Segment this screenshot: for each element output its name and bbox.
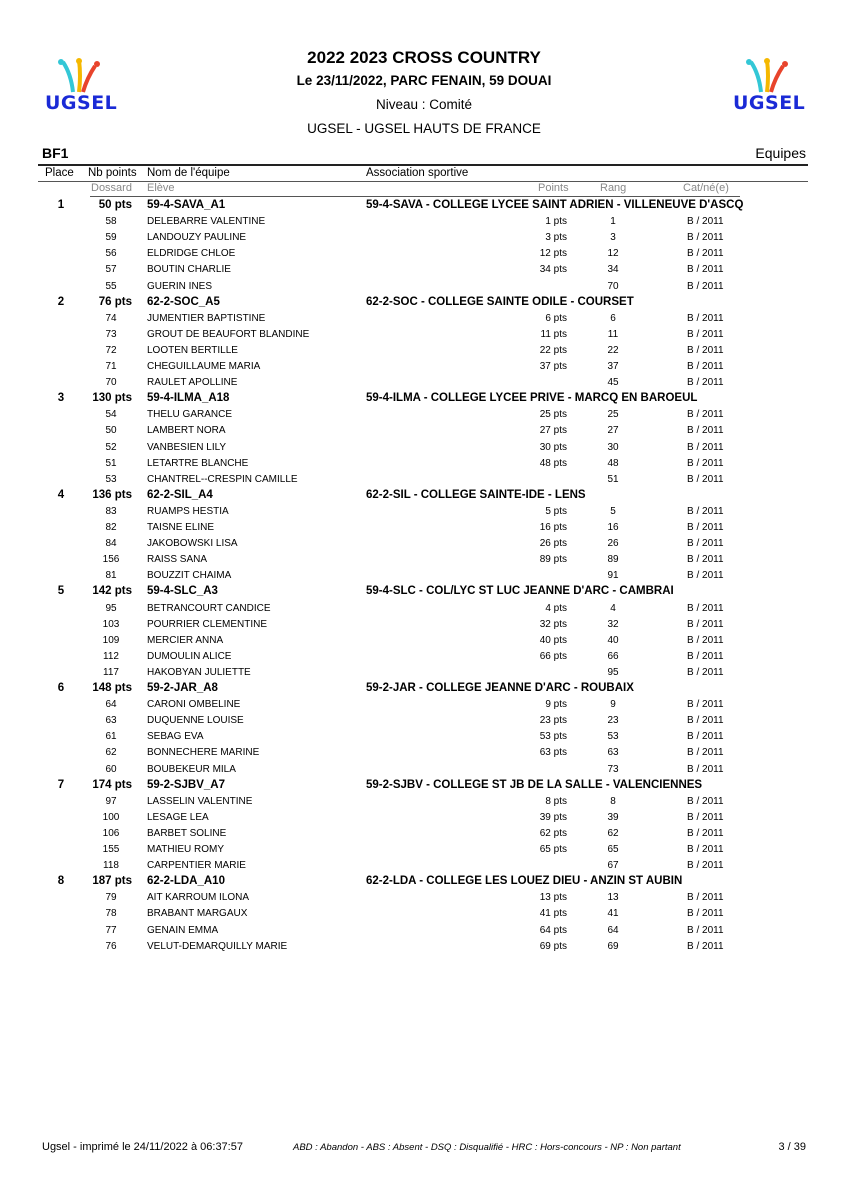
member-category: B / 2011 <box>687 811 724 823</box>
member-name: CARPENTIER MARIE <box>147 860 246 872</box>
member-name: DELEBARRE VALENTINE <box>147 216 266 228</box>
member-category: B / 2011 <box>687 344 724 356</box>
member-category: B / 2011 <box>687 763 724 775</box>
member-points: 23 pts <box>539 715 567 727</box>
member-rank: 37 <box>607 361 619 372</box>
member-category: B / 2011 <box>687 248 724 260</box>
member-category: B / 2011 <box>687 827 724 839</box>
member-points: 40 pts <box>539 634 567 646</box>
member-bib: 117 <box>103 666 119 678</box>
member-category: B / 2011 <box>687 377 724 389</box>
member-name: CARONI OMBELINE <box>147 699 241 711</box>
member-points: 8 pts <box>545 795 567 807</box>
team-association: 59-2-SJBV - COLLEGE ST JB DE LA SALLE - VALENCIENNES <box>366 778 703 791</box>
member-category: B / 2011 <box>687 328 724 340</box>
member-rank: 66 <box>607 650 619 662</box>
member-row <box>0 762 848 778</box>
member-category: B / 2011 <box>687 554 724 566</box>
member-rank: 1 <box>610 216 616 228</box>
member-category: B / 2011 <box>687 505 724 517</box>
member-bib: 57 <box>105 264 117 276</box>
member-bib: 58 <box>105 216 117 228</box>
member-rank: 6 <box>610 312 616 324</box>
member-bib: 77 <box>105 924 117 936</box>
member-category: B / 2011 <box>687 361 724 372</box>
member-bib: 156 <box>102 554 120 566</box>
member-row <box>0 375 848 391</box>
member-category: B / 2011 <box>687 312 724 324</box>
member-bib: 56 <box>105 248 117 260</box>
member-name: GENAIN EMMA <box>147 924 219 936</box>
member-points: 41 pts <box>539 908 567 920</box>
member-name: LANDOUZY PAULINE <box>147 232 247 244</box>
organizer: UGSEL - UGSEL HAUTS DE FRANCE <box>307 121 541 136</box>
member-rank: 12 <box>607 248 619 260</box>
member-name: THELU GARANCE <box>147 409 233 421</box>
member-row <box>0 311 848 327</box>
member-bib: 74 <box>105 312 117 324</box>
member-points: 13 pts <box>539 892 567 904</box>
team-row <box>0 198 848 214</box>
member-rank: 53 <box>607 731 619 743</box>
member-bib: 76 <box>105 940 117 952</box>
member-bib: 52 <box>105 441 117 453</box>
member-name: GROUT DE BEAUFORT BLANDINE <box>147 328 310 340</box>
member-category: B / 2011 <box>687 425 724 437</box>
member-category: B / 2011 <box>687 457 724 469</box>
member-points: 16 pts <box>539 522 567 533</box>
member-row <box>0 262 848 278</box>
subcol-cat: Cat/né(e) <box>683 182 729 194</box>
member-bib: 83 <box>105 505 117 517</box>
member-bib: 54 <box>105 409 117 421</box>
member-points: 48 pts <box>539 457 567 469</box>
member-bib: 51 <box>105 457 117 469</box>
member-points: 39 pts <box>539 811 567 823</box>
member-name: BONNECHERE MARINE <box>147 747 260 759</box>
member-points: 5 pts <box>545 505 567 517</box>
team-name: 62-2-LDA_A10 <box>147 875 225 888</box>
member-name: LASSELIN VALENTINE <box>147 795 253 807</box>
member-name: LOOTEN BERTILLE <box>147 344 238 356</box>
member-points: 66 pts <box>539 650 567 662</box>
member-row <box>0 536 848 552</box>
ranking-kind: Equipes <box>755 145 806 161</box>
member-rank: 39 <box>607 811 619 823</box>
team-association: 62-2-LDA - COLLEGE LES LOUEZ DIEU - ANZIN ST AUBIN <box>366 875 683 888</box>
member-points: 63 pts <box>539 747 567 759</box>
member-rank: 22 <box>607 344 619 356</box>
team-points: 130 pts <box>92 392 132 405</box>
team-row <box>0 488 848 504</box>
col-team: Nom de l'équipe <box>147 167 230 179</box>
member-bib: 70 <box>105 377 117 389</box>
member-bib: 109 <box>102 634 120 646</box>
subcol-rank: Rang <box>600 182 627 194</box>
member-bib: 100 <box>102 811 120 823</box>
member-row <box>0 246 848 262</box>
team-place: 8 <box>57 875 65 888</box>
member-category: B / 2011 <box>687 618 724 630</box>
member-points: 53 pts <box>539 731 567 743</box>
team-points: 136 pts <box>92 488 132 501</box>
member-row <box>0 520 848 536</box>
member-rank: 8 <box>610 795 616 807</box>
team-place: 5 <box>57 585 65 598</box>
print-info: Ugsel - imprimé le 24/11/2022 à 06:37:57 <box>42 1141 243 1153</box>
member-name: AIT KARROUM ILONA <box>147 892 250 904</box>
member-bib: 79 <box>105 892 117 904</box>
member-rank: 62 <box>607 827 619 839</box>
member-rank: 13 <box>607 892 619 904</box>
member-name: TAISNE ELINE <box>147 522 215 533</box>
member-category: B / 2011 <box>687 699 724 711</box>
page-title: 2022 2023 CROSS COUNTRY <box>307 48 541 67</box>
member-points: 65 pts <box>539 844 567 855</box>
member-points: 64 pts <box>539 924 567 936</box>
member-row <box>0 826 848 842</box>
divider <box>38 164 808 166</box>
member-category: B / 2011 <box>687 216 724 228</box>
member-rank: 69 <box>607 940 619 952</box>
member-bib: 64 <box>105 699 117 711</box>
member-rank: 65 <box>607 844 619 855</box>
member-name: BOUTIN CHARLIE <box>147 264 231 276</box>
member-points: 89 pts <box>539 554 567 566</box>
member-points: 22 pts <box>539 344 567 356</box>
member-name: BOUBEKEUR MILA <box>147 763 236 775</box>
member-row <box>0 633 848 649</box>
col-place: Place <box>45 167 74 179</box>
member-name: POURRIER CLEMENTINE <box>147 618 268 630</box>
member-name: VELUT-DEMARQUILLY MARIE <box>147 940 288 952</box>
member-rank: 45 <box>607 377 619 389</box>
member-bib: 59 <box>105 232 117 244</box>
member-rank: 89 <box>607 554 619 566</box>
member-bib: 55 <box>105 280 117 292</box>
member-bib: 62 <box>105 747 117 759</box>
team-association: 59-4-SAVA - COLLEGE LYCEE SAINT ADRIEN - VILLENEUVE D'ASCQ <box>366 199 744 211</box>
member-name: DUQUENNE LOUISE <box>147 715 244 727</box>
member-category: B / 2011 <box>687 522 724 533</box>
member-name: LETARTRE BLANCHE <box>147 457 249 469</box>
member-category: B / 2011 <box>687 538 724 550</box>
member-row <box>0 810 848 826</box>
member-row <box>0 858 848 874</box>
member-name: SEBAG EVA <box>147 731 204 743</box>
member-name: RAULET APOLLINE <box>147 377 238 389</box>
member-rank: 91 <box>607 570 619 582</box>
member-category: B / 2011 <box>687 441 724 453</box>
member-bib: 97 <box>105 795 117 807</box>
team-association: 59-4-ILMA - COLLEGE LYCEE PRIVE - MARCQ EN BAROEUL <box>366 392 698 405</box>
member-rank: 73 <box>607 763 619 775</box>
level: Niveau : Comité <box>375 97 473 112</box>
member-row <box>0 906 848 922</box>
member-category: B / 2011 <box>687 280 724 292</box>
member-points: 25 pts <box>539 409 567 421</box>
member-name: JUMENTIER BAPTISTINE <box>147 312 266 324</box>
divider <box>90 196 740 197</box>
member-points: 30 pts <box>539 441 567 453</box>
member-name: LAMBERT NORA <box>147 425 226 437</box>
member-points: 6 pts <box>545 312 567 324</box>
member-rank: 26 <box>607 538 619 550</box>
category-code: BF1 <box>42 145 69 161</box>
member-points: 11 pts <box>540 328 567 340</box>
team-name: 59-4-ILMA_A18 <box>147 392 230 405</box>
member-bib: 53 <box>105 473 117 485</box>
team-points: 142 pts <box>92 585 132 598</box>
member-row <box>0 327 848 343</box>
member-bib: 82 <box>105 522 117 533</box>
member-category: B / 2011 <box>687 860 724 872</box>
member-category: B / 2011 <box>687 409 724 421</box>
member-category: B / 2011 <box>687 634 724 646</box>
member-bib: 73 <box>105 328 117 340</box>
member-category: B / 2011 <box>687 844 724 855</box>
member-row <box>0 617 848 633</box>
member-bib: 63 <box>105 715 117 727</box>
member-row <box>0 794 848 810</box>
member-name: CHANTREL--CRESPIN CAMILLE <box>147 473 298 485</box>
member-category: B / 2011 <box>687 731 724 743</box>
member-name: GUERIN INES <box>147 280 213 292</box>
team-name: 62-2-SOC_A5 <box>147 295 220 308</box>
member-bib: 155 <box>102 844 120 855</box>
member-row <box>0 665 848 681</box>
col-points: Nb points <box>88 167 137 179</box>
member-points: 62 pts <box>539 827 567 839</box>
member-rank: 3 <box>610 232 616 244</box>
member-rank: 32 <box>607 618 619 630</box>
member-row <box>0 649 848 665</box>
abbreviation-legend: ABD : Abandon - ABS : Absent - DSQ : Disqualifié - HRC : Hors-concours - NP : Non partant <box>293 1142 681 1153</box>
member-row <box>0 230 848 246</box>
member-rank: 27 <box>607 425 619 437</box>
member-bib: 106 <box>102 827 120 839</box>
member-rank: 41 <box>607 908 619 920</box>
team-association: 59-2-JAR - COLLEGE JEANNE D'ARC - ROUBAIX <box>366 682 634 694</box>
member-name: BARBET SOLINE <box>147 827 227 839</box>
member-bib: 112 <box>103 650 119 662</box>
member-rank: 4 <box>610 602 616 614</box>
subcol-bib: Dossard <box>91 182 132 194</box>
team-row <box>0 584 848 600</box>
member-category: B / 2011 <box>687 908 724 920</box>
member-rank: 64 <box>607 924 619 936</box>
member-rank: 23 <box>607 715 619 727</box>
member-name: MATHIEU ROMY <box>147 844 225 855</box>
member-name: HAKOBYAN JULIETTE <box>147 666 251 678</box>
member-name: ELDRIDGE CHLOE <box>147 248 236 260</box>
member-name: BOUZZIT CHAIMA <box>147 570 232 582</box>
team-name: 62-2-SIL_A4 <box>147 488 213 501</box>
member-bib: 84 <box>105 538 117 550</box>
team-row <box>0 295 848 311</box>
member-category: B / 2011 <box>687 666 724 678</box>
col-association: Association sportive <box>366 167 469 179</box>
member-category: B / 2011 <box>687 473 724 485</box>
team-points: 76 pts <box>98 295 132 308</box>
member-category: B / 2011 <box>687 747 724 759</box>
member-name: CHEGUILLAUME MARIA <box>147 361 261 372</box>
team-points: 187 pts <box>92 875 132 888</box>
member-row <box>0 456 848 472</box>
member-row <box>0 601 848 617</box>
member-category: B / 2011 <box>687 715 724 727</box>
member-row <box>0 729 848 745</box>
member-bib: 81 <box>105 570 117 582</box>
team-points: 148 pts <box>92 682 132 694</box>
member-bib: 72 <box>105 344 117 356</box>
member-rank: 51 <box>607 473 619 485</box>
team-points: 50 pts <box>98 199 132 211</box>
member-bib: 71 <box>105 361 117 372</box>
member-row <box>0 923 848 939</box>
member-rank: 16 <box>607 522 619 533</box>
member-points: 9 pts <box>545 699 567 711</box>
member-points: 12 pts <box>539 248 567 260</box>
member-name: LESAGE LEA <box>147 811 209 823</box>
member-category: B / 2011 <box>687 232 724 244</box>
member-row <box>0 407 848 423</box>
team-place: 4 <box>57 488 65 501</box>
member-row <box>0 890 848 906</box>
member-name: RAISS SANA <box>147 554 208 566</box>
logo-text: UGSEL <box>45 92 118 114</box>
member-rank: 63 <box>607 747 619 759</box>
member-name: DUMOULIN ALICE <box>147 650 232 662</box>
member-row <box>0 842 848 858</box>
subcol-points: Points <box>538 182 569 194</box>
team-place: 1 <box>57 199 65 211</box>
member-category: B / 2011 <box>687 570 724 582</box>
team-name: 59-4-SLC_A3 <box>147 585 218 598</box>
team-place: 7 <box>57 778 65 791</box>
team-place: 6 <box>57 682 65 694</box>
member-row <box>0 939 848 955</box>
member-name: BRABANT MARGAUX <box>147 908 248 920</box>
member-bib: 60 <box>105 763 117 775</box>
member-bib: 103 <box>102 618 120 630</box>
member-row <box>0 552 848 568</box>
member-row <box>0 745 848 761</box>
member-points: 32 pts <box>539 618 567 630</box>
member-rank: 95 <box>607 666 619 678</box>
member-row <box>0 568 848 584</box>
team-row <box>0 391 848 407</box>
event-date-location: Le 23/11/2022, PARC FENAIN, 59 DOUAI <box>296 73 552 88</box>
member-row <box>0 423 848 439</box>
team-points: 174 pts <box>92 778 132 791</box>
member-rank: 40 <box>607 634 619 646</box>
member-rank: 70 <box>607 280 619 292</box>
team-row <box>0 874 848 890</box>
member-points: 3 pts <box>545 232 567 244</box>
member-category: B / 2011 <box>687 650 724 662</box>
member-name: MERCIER ANNA <box>147 634 224 646</box>
member-category: B / 2011 <box>687 940 724 952</box>
member-points: 34 pts <box>539 264 567 276</box>
member-bib: 61 <box>105 731 117 743</box>
team-association: 62-2-SOC - COLLEGE SAINTE ODILE - COURSET <box>366 295 634 308</box>
member-row <box>0 504 848 520</box>
member-rank: 30 <box>607 441 619 453</box>
member-row <box>0 440 848 456</box>
member-name: RUAMPS HESTIA <box>147 505 229 517</box>
member-points: 4 pts <box>545 602 567 614</box>
member-category: B / 2011 <box>687 602 724 614</box>
member-category: B / 2011 <box>687 924 724 936</box>
member-rank: 34 <box>607 264 619 276</box>
team-row <box>0 681 848 697</box>
member-category: B / 2011 <box>687 795 724 807</box>
team-place: 2 <box>57 295 65 308</box>
member-points: 69 pts <box>539 940 567 952</box>
member-points: 37 pts <box>539 361 567 372</box>
member-row <box>0 359 848 375</box>
member-points: 26 pts <box>539 538 567 550</box>
team-place: 3 <box>57 392 65 405</box>
member-row <box>0 472 848 488</box>
team-name: 59-4-SAVA_A1 <box>147 199 226 211</box>
member-rank: 67 <box>607 860 619 872</box>
logo-text: UGSEL <box>733 92 806 114</box>
member-row <box>0 343 848 359</box>
member-row <box>0 713 848 729</box>
member-rank: 5 <box>610 505 616 517</box>
member-bib: 118 <box>103 860 119 872</box>
member-rank: 25 <box>607 409 619 421</box>
member-row <box>0 697 848 713</box>
page-number: 3 / 39 <box>778 1141 806 1153</box>
member-name: BETRANCOURT CANDICE <box>147 602 271 614</box>
member-rank: 9 <box>610 699 616 711</box>
member-bib: 50 <box>105 425 117 437</box>
subcol-student: Elève <box>147 182 175 194</box>
member-points: 27 pts <box>539 425 567 437</box>
team-name: 59-2-SJBV_A7 <box>147 778 225 791</box>
member-rank: 11 <box>607 328 619 340</box>
member-row <box>0 279 848 295</box>
team-association: 62-2-SIL - COLLEGE SAINTE-IDE - LENS <box>366 488 586 501</box>
team-association: 59-4-SLC - COL/LYC ST LUC JEANNE D'ARC - CAMBRAI <box>366 585 674 598</box>
member-rank: 48 <box>607 457 619 469</box>
member-bib: 95 <box>105 602 117 614</box>
member-category: B / 2011 <box>687 892 724 904</box>
member-row <box>0 214 848 230</box>
team-name: 59-2-JAR_A8 <box>147 682 218 694</box>
member-bib: 78 <box>105 908 117 920</box>
member-name: VANBESIEN LILY <box>147 441 227 453</box>
member-points: 1 pts <box>545 216 567 228</box>
team-row <box>0 778 848 794</box>
member-category: B / 2011 <box>687 264 724 276</box>
member-name: JAKOBOWSKI LISA <box>147 538 238 550</box>
